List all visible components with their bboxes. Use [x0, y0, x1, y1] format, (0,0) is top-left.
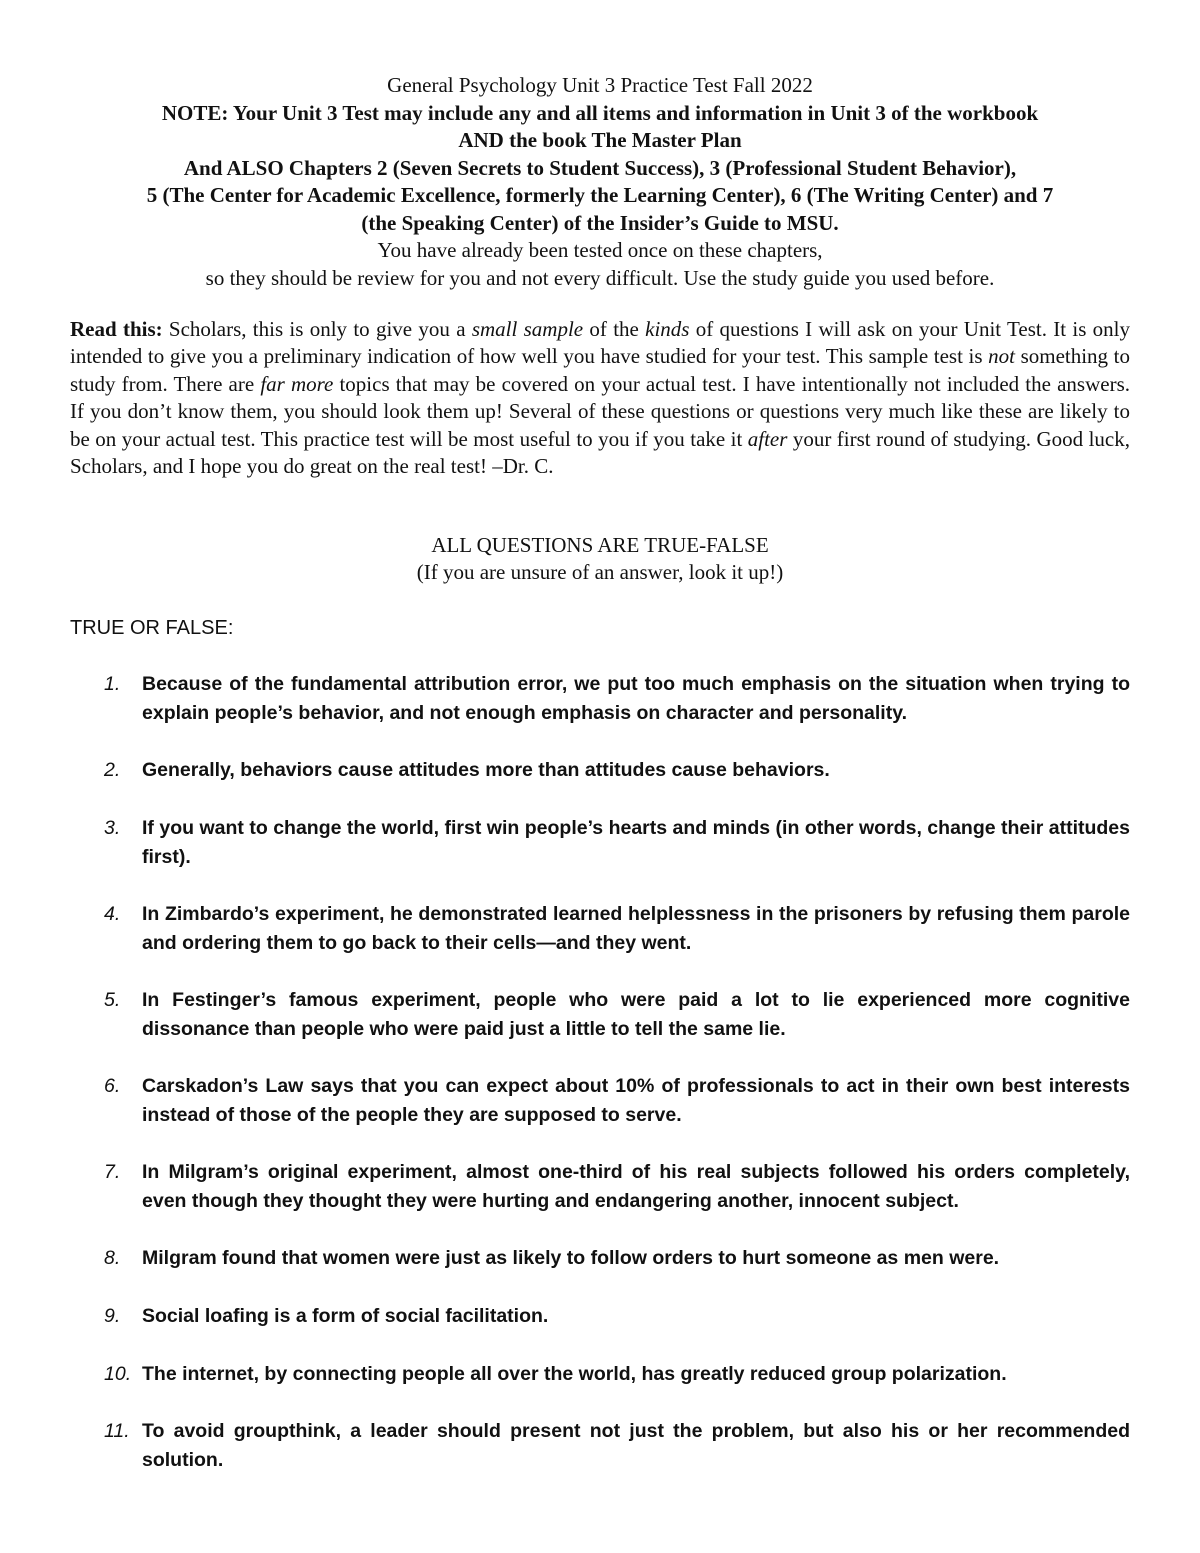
question-number: 9. — [104, 1305, 121, 1327]
question-item — [104, 900, 1130, 958]
intro-emphasis-4: far more — [260, 371, 334, 396]
intro-text-6: your first round of studying. Good luck, Scholars, and I hope you do great on the real test! –Dr. C. — [70, 426, 1130, 479]
intro-emphasis-5: after — [747, 426, 788, 451]
question-type-heading — [60, 532, 1140, 586]
section-label: TRUE OR FALSE: — [70, 617, 234, 639]
note-line-4: 5 (The Center for Academic Excellence, formerly the Learning Center), 6 (The Writing Center) and 7 — [146, 183, 1054, 207]
intro-text-4: something to study from. There are — [70, 344, 1130, 396]
intro-paragraph — [70, 316, 1130, 480]
intro-text-3: of questions I will ask on your Unit Test. It is only intended to give you a preliminary indication of how well you have studied for your test. This sample test is — [70, 317, 1131, 369]
question-number: 7. — [104, 1161, 121, 1183]
question-item — [104, 1417, 1130, 1475]
question-number: 11. — [104, 1420, 130, 1442]
note-line-3: And ALSO Chapters 2 (Seven Secrets to Student Success), 3 (Professional Student Behavior), — [183, 155, 1017, 180]
note-line-2: AND the book The Master Plan — [458, 128, 742, 152]
question-text: To avoid groupthink, a leader should present not just the problem, but also his or her recommended solution. — [142, 1420, 1130, 1471]
question-number: 2. — [104, 759, 121, 781]
intro-text-5: topics that may be covered on your actual test. I have intentionally not included the answers. If you don’t know them, you should look them up! Several of these questions or questions very much like these are likely to be on your actual test. This practice test will be most useful to you if you take it — [70, 371, 1130, 451]
question-text: Carskadon’s Law says that you can expect about 10% of professionals to act in their own best interests instead of those of the people they are supposed to serve. — [142, 1075, 1130, 1126]
question-number: 8. — [104, 1247, 121, 1269]
question-number: 3. — [104, 817, 121, 839]
question-number: 1. — [104, 673, 121, 695]
intro-emphasis-1: small sample — [471, 317, 584, 341]
question-text: Social loafing is a form of social facilitation. — [142, 1305, 549, 1327]
question-number: 6. — [104, 1075, 121, 1097]
intro-emphasis-2: kinds — [645, 317, 690, 341]
question-item — [104, 670, 1130, 728]
question-item — [104, 1244, 1130, 1273]
document-title: General Psychology Unit 3 Practice Test Fall 2022 — [387, 73, 813, 97]
question-text: If you want to change the world, first win people’s hearts and minds (in other words, change their attitudes first). — [142, 817, 1130, 868]
intro-label: Read this: — [70, 317, 163, 341]
question-number: 10. — [104, 1363, 132, 1385]
all-questions-line: ALL QUESTIONS ARE TRUE-FALSE — [431, 533, 769, 557]
intro-emphasis-3: not — [988, 344, 1015, 369]
question-text: Generally, behaviors cause attitudes more than attitudes cause behaviors. — [142, 759, 830, 781]
question-text: The internet, by connecting people all over the world, has greatly reduced group polarization. — [142, 1363, 1007, 1385]
question-number: 5. — [104, 989, 121, 1011]
question-item — [104, 986, 1130, 1044]
question-text: Because of the fundamental attribution error, we put too much emphasis on the situation when trying to explain people’s behavior, and not enough emphasis on character and personality. — [142, 673, 1130, 724]
review-line-2: so they should be review for you and not every difficult. Use the study guide you used before. — [205, 265, 995, 290]
question-item — [104, 1302, 1130, 1331]
intro-text-1: Scholars, this is only to give you a — [162, 317, 472, 341]
question-text: In Zimbardo’s experiment, he demonstrated learned helplessness in the prisoners by refusing them parole and ordering them to go back to their cells—and they went. — [142, 903, 1130, 954]
document-header — [60, 72, 1140, 292]
question-number: 4. — [104, 903, 121, 925]
question-item — [104, 1360, 1130, 1389]
question-item — [104, 1072, 1130, 1130]
unsure-note-line: (If you are unsure of an answer, look it up!) — [416, 560, 784, 584]
intro-text-2: of the — [583, 317, 646, 341]
note-line-1: NOTE: Your Unit 3 Test may include any and all items and information in Unit 3 of the workbook — [161, 100, 1039, 125]
question-item — [104, 814, 1130, 872]
question-text: In Milgram’s original experiment, almost one-third of his real subjects followed his orders completely, even though they thought they were hurting and endangering another, innocent subject. — [142, 1161, 1130, 1212]
question-text: Milgram found that women were just as likely to follow orders to hurt someone as men were. — [142, 1247, 1000, 1269]
question-text: In Festinger’s famous experiment, people who were paid a lot to lie experienced more cognitive dissonance than people who were paid just a little to tell the same lie. — [142, 989, 1130, 1040]
question-item — [104, 1158, 1130, 1216]
review-line-1: You have already been tested once on these chapters, — [377, 238, 823, 262]
note-line-5: (the Speaking Center) of the Insider’s Guide to MSU. — [361, 210, 839, 235]
question-item — [104, 756, 1130, 785]
